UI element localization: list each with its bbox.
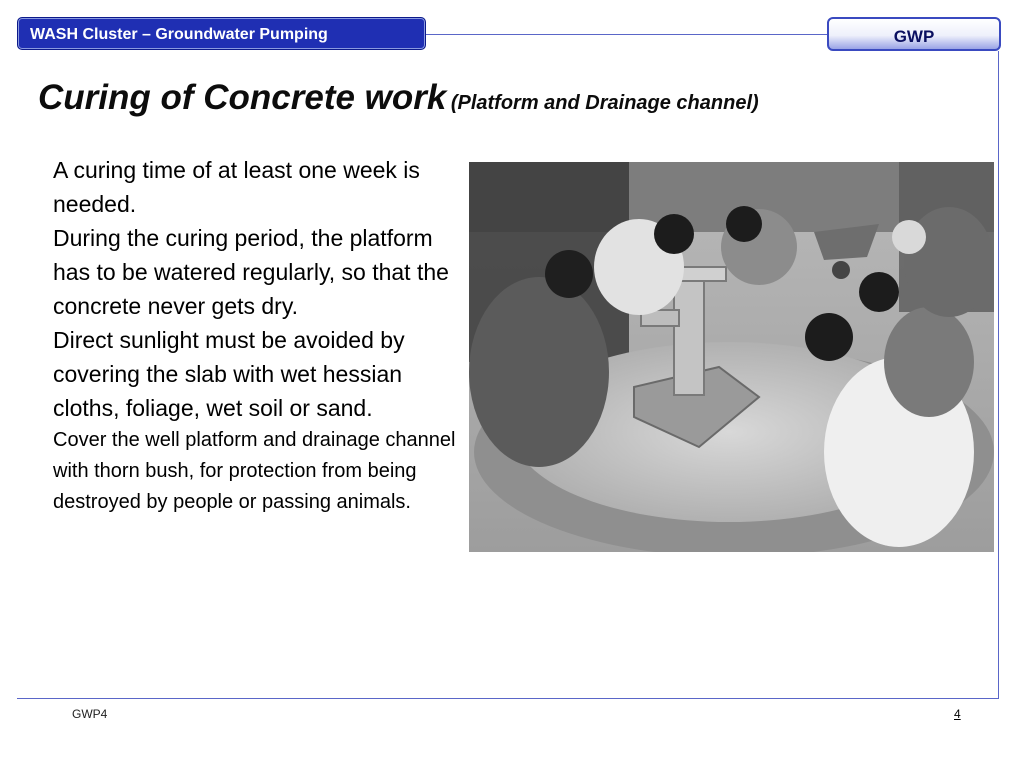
slide-title-sub: (Platform and Drainage channel)	[450, 92, 759, 114]
paragraph-sunlight: Direct sunlight must be avoided by covering the slab with wet hessian cloths, foliage, wet soil or sand.	[53, 327, 405, 421]
well-platform-photo	[469, 162, 994, 552]
footer-label: GWP4	[72, 707, 108, 721]
cluster-label: WASH Cluster – Groundwater Pumping	[30, 26, 328, 43]
header-rule	[426, 34, 828, 35]
paragraph-protection: Cover the well platform and drainage channel with thorn bush, for protection from being destroyed by people or passing animals.	[53, 429, 456, 513]
slide-title	[38, 78, 759, 118]
photo-icon	[469, 162, 994, 552]
paragraph-curing-time: A curing time of at least one week is needed.	[53, 157, 420, 217]
body-text	[53, 153, 458, 518]
slide-title-main: Curing of Concrete work	[38, 78, 447, 117]
right-border-rule	[998, 51, 999, 699]
cluster-tag	[17, 17, 426, 50]
paragraph-watering: During the curing period, the platform has to be watered regularly, so that the concrete never gets dry.	[53, 225, 449, 319]
footer-rule	[17, 698, 999, 699]
page-number: 4	[954, 707, 961, 721]
org-tag	[827, 17, 1001, 51]
org-label: GWP	[893, 27, 935, 46]
